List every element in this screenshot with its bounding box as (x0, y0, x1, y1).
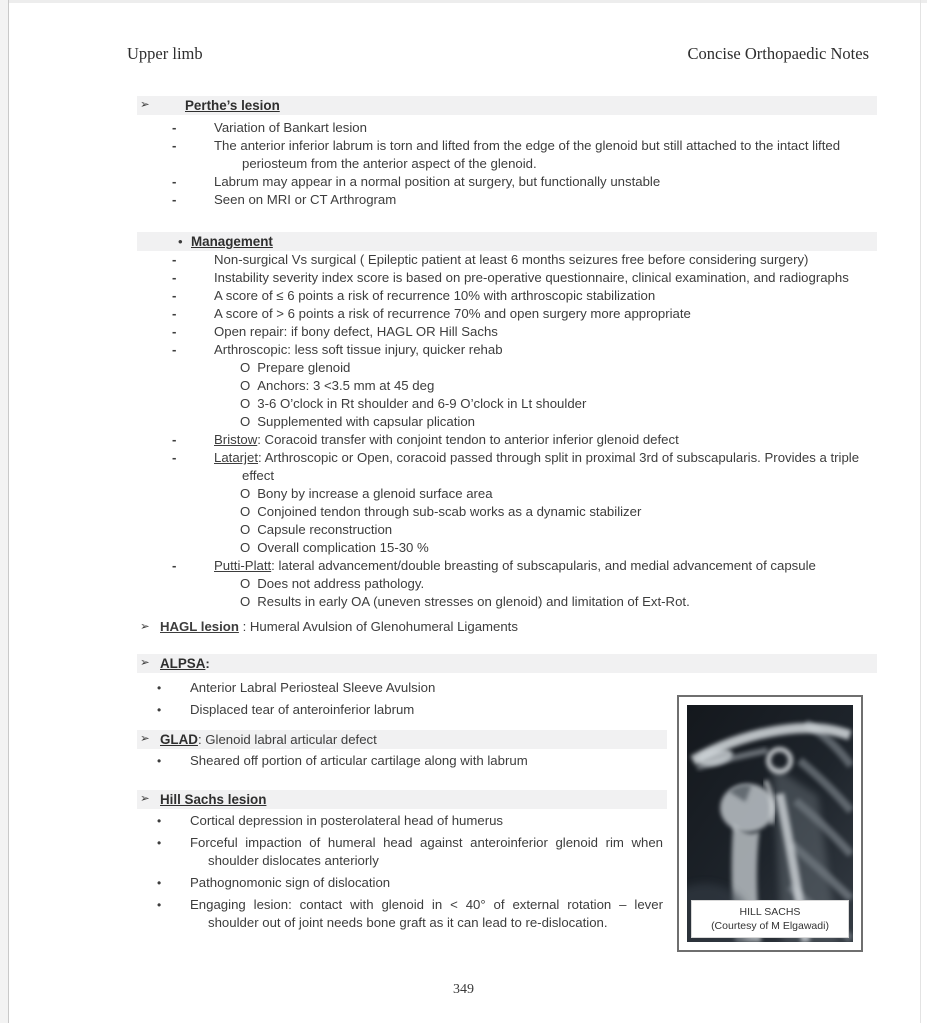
figure-caption-credit: (Courtesy of M Elgawadi) (711, 920, 829, 932)
list-item: • Pathognomonic sign of dislocation (157, 875, 391, 890)
page-edge-top (0, 0, 927, 3)
section-heading-alpsa (137, 654, 877, 673)
section-title-management: Management (191, 234, 273, 249)
section-title-perthes: Perthe’s lesion (185, 98, 280, 113)
list-item: • Displaced tear of anteroinferior labrum (157, 702, 415, 717)
section-management (137, 232, 877, 611)
section-heading-management (137, 232, 877, 251)
arrow-bullet-icon: ➢ (140, 99, 150, 111)
list-item: • Forceful impaction of humeral head against anteroinferior glenoid rim when shoulder dislocates anteriorly (157, 835, 663, 868)
list-item: • Anterior Labral Periosteal Sleeve Avulsion (157, 680, 436, 695)
list-item: - The anterior inferior labrum is torn and lifted from the edge of the glenoid but still attached to the intact lifted periosteum from the anterior aspect of the glenoid. (172, 138, 841, 171)
arrow-bullet-icon: ➢ (140, 657, 150, 669)
term-definition: : lateral advancement/double breasting of subscapularis, and medial advancement of capsule (271, 558, 816, 573)
list-item-text: Instability severity index score is based on pre-operative questionnaire, clinical examination, and radiographs (214, 270, 849, 285)
list-item-text: Bony by increase a glenoid surface area (257, 486, 493, 501)
list-item (137, 395, 877, 413)
term-putti-platt: Putti-Platt (214, 558, 272, 573)
list-item-text: Open repair: if bony defect, HAGL OR Hill Sachs (214, 324, 498, 339)
circle-bullet-icon: O (240, 396, 251, 411)
section-heading-glad (137, 730, 667, 749)
list-item-text: Non-surgical Vs surgical ( Epileptic patient at least 6 months seizures free before considering surgery) (214, 252, 809, 267)
list-item: • Cortical depression in posterolateral head of humerus (157, 813, 504, 828)
arrow-bullet-icon: ➢ (140, 793, 150, 805)
arrow-bullet-icon: ➢ (140, 733, 150, 745)
circle-bullet-icon: O (240, 360, 251, 375)
section-title-hill-sachs: Hill Sachs lesion (160, 792, 267, 807)
list-item-text (214, 432, 679, 447)
list-item-text: Cortical depression in posterolateral head of humerus (190, 813, 504, 828)
list-item-text: Displaced tear of anteroinferior labrum (190, 702, 415, 717)
list-item-text: Prepare glenoid (257, 360, 351, 375)
list-item (137, 503, 877, 521)
list-item-text (214, 558, 816, 573)
hill-sachs-items (137, 812, 663, 932)
term-bristow: Bristow (214, 432, 258, 447)
list-item-text: A score of > 6 points a risk of recurrence 70% and open surgery more appropriate (214, 306, 691, 321)
list-item-text: Seen on MRI or CT Arthrogram (214, 192, 397, 207)
list-item-text: Labrum may appear in a normal position at surgery, but functionally unstable (214, 174, 661, 189)
section-heading-hill-sachs (137, 790, 667, 809)
xray-figure (677, 695, 863, 952)
list-item-text: The anterior inferior labrum is torn and lifted from the edge of the glenoid but still attached to the intact lifted periosteum from the anterior aspect of the glenoid. (214, 138, 841, 171)
list-item-text: Variation of Bankart lesion (214, 120, 367, 135)
section-title-glad: GLAD (160, 732, 198, 747)
list-item-text: Engaging lesion: contact with glenoid in < 40° of external rotation – lever shoulder out of joint needs bone graft as it can lead to re-dislocation. (190, 897, 663, 930)
list-item: - Non-surgical Vs surgical ( Epileptic patient at least 6 months seizures free before considering surgery) (172, 252, 809, 267)
section-perthes (137, 96, 877, 209)
list-item-text: Conjoined tendon through sub-scab works as a dynamic stabilizer (257, 504, 642, 519)
list-item (137, 377, 877, 395)
glad-definition: : Glenoid labral articular defect (197, 732, 377, 747)
list-item (137, 539, 877, 557)
list-item-text: A score of ≤ 6 points a risk of recurrence 10% with arthroscopic stabilization (214, 288, 656, 303)
list-item: - A score of ≤ 6 points a risk of recurrence 10% with arthroscopic stabilization (172, 288, 656, 303)
list-item-text: Sheared off portion of articular cartilage along with labrum (190, 753, 528, 768)
shoulder-xray-image (687, 705, 853, 942)
circle-bullet-icon: O (240, 540, 251, 555)
list-item: - Seen on MRI or CT Arthrogram (172, 192, 397, 207)
header-right: Concise Orthopaedic Notes (687, 44, 869, 63)
term-definition: : Coracoid transfer with conjoint tendon to anterior inferior glenoid defect (257, 432, 679, 447)
section-title-alpsa: ALPSA (160, 656, 206, 671)
list-item-text: Results in early OA (uneven stresses on glenoid) and limitation of Ext-Rot. (257, 594, 690, 609)
circle-bullet-icon: O (240, 378, 251, 393)
list-item: • Sheared off portion of articular cartilage along with labrum (157, 753, 528, 768)
list-item: - Bristow: Coracoid transfer with conjoint tendon to anterior inferior glenoid defect (172, 432, 679, 447)
section-title-hagl: HAGL lesion (160, 619, 239, 634)
list-item: - Putti-Platt: lateral advancement/double breasting of subscapularis, and medial advancement of capsule (172, 558, 816, 573)
list-item: - Instability severity index score is based on pre-operative questionnaire, clinical examination, and radiographs (172, 270, 849, 285)
glad-items (137, 752, 663, 770)
list-item: - Arthroscopic: less soft tissue injury, quicker rehab (172, 342, 503, 357)
list-item: - A score of > 6 points a risk of recurrence 70% and open surgery more appropriate (172, 306, 691, 321)
section-heading-perthes (137, 96, 877, 115)
circle-bullet-icon: O (240, 504, 251, 519)
circle-bullet-icon: O (240, 414, 251, 429)
list-item-text: Anchors: 3 <3.5 mm at 45 deg (257, 378, 435, 393)
list-item-text: Pathognomonic sign of dislocation (190, 875, 391, 890)
list-item (137, 485, 877, 503)
header-left: Upper limb (127, 44, 203, 63)
list-item (137, 593, 877, 611)
list-item (137, 359, 877, 377)
page-header (127, 44, 869, 64)
list-item-text: Forceful impaction of humeral head against anteroinferior glenoid rim when shoulder dislocates anteriorly (190, 835, 663, 868)
circle-bullet-icon: O (240, 522, 251, 537)
list-item (137, 575, 877, 593)
list-item-text: Capsule reconstruction (257, 522, 393, 537)
list-item-text: Does not address pathology. (257, 576, 425, 591)
alpsa-items (137, 679, 663, 719)
circle-bullet-icon: O (240, 576, 251, 591)
hagl-definition: : Humeral Avulsion of Glenohumeral Ligaments (238, 619, 518, 634)
page-number: 349 (453, 982, 474, 997)
list-item: • Engaging lesion: contact with glenoid in < 40° of external rotation – lever shoulder out of joint needs bone graft as it can lead to re-dislocation. (157, 897, 663, 930)
list-item-text: 3-6 O’clock in Rt shoulder and 6-9 O’clock in Lt shoulder (257, 396, 587, 411)
dot-bullet-icon: • (178, 234, 183, 249)
term-definition: : Arthroscopic or Open, coracoid passed through split in proximal 3rd of subscapularis. Provides a triple effect (242, 450, 860, 483)
list-item-text: Overall complication 15-30 % (257, 540, 429, 555)
term-latarjet: Latarjet (214, 450, 258, 465)
circle-bullet-icon: O (240, 486, 251, 501)
circle-bullet-icon: O (240, 594, 251, 609)
arrow-bullet-icon: ➢ (140, 621, 150, 633)
list-item: - Latarjet: Arthroscopic or Open, coracoid passed through split in proximal 3rd of subscapularis. Provides a triple effect (172, 450, 860, 483)
list-item-text: Anterior Labral Periosteal Sleeve Avulsion (190, 680, 436, 695)
list-item: - Open repair: if bony defect, HAGL OR Hill Sachs (172, 324, 498, 339)
list-item (137, 521, 877, 539)
list-item-text: Arthroscopic: less soft tissue injury, quicker rehab (214, 342, 503, 357)
list-item-text (214, 450, 859, 483)
list-item (137, 413, 877, 431)
section-hagl (137, 618, 877, 636)
list-item: - Variation of Bankart lesion (172, 120, 367, 135)
list-item: - Labrum may appear in a normal position at surgery, but functionally unstable (172, 174, 661, 189)
alpsa-colon: : (205, 656, 210, 671)
figure-caption-title: HILL SACHS (739, 906, 801, 918)
list-item-text: Supplemented with capsular plication (257, 414, 475, 429)
page-edge-right (920, 0, 921, 1023)
figure-caption (691, 900, 849, 938)
page-edge-left (0, 0, 9, 1023)
